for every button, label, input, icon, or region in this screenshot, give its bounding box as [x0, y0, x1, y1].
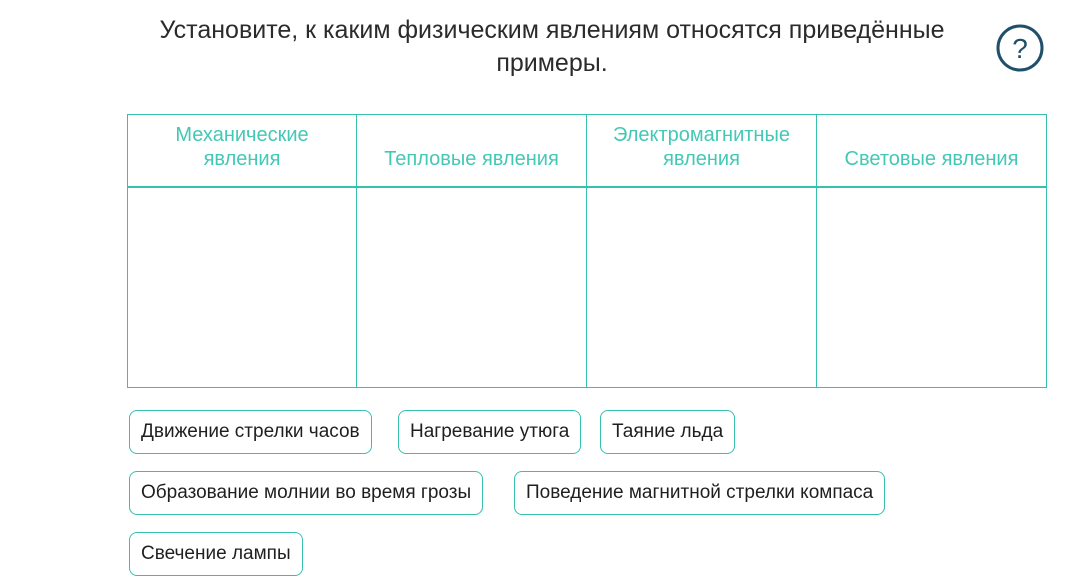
- column-header-electromagnetic: Электромагнитные явления: [587, 115, 817, 188]
- drop-zone-thermal[interactable]: [357, 188, 587, 387]
- answer-card-compass-needle[interactable]: Поведение магнитной стрелки компаса: [514, 471, 885, 515]
- column-header-light: Световые явления: [817, 115, 1046, 188]
- answer-card-clock-hand[interactable]: Движение стрелки часов: [129, 410, 372, 454]
- drop-zone-light[interactable]: [817, 188, 1046, 387]
- answer-card-lightning[interactable]: Образование молнии во время грозы: [129, 471, 483, 515]
- column-header-mechanical: Механические явления: [128, 115, 357, 188]
- column-header-thermal: Тепловые явления: [357, 115, 587, 188]
- drop-zone-mechanical[interactable]: [128, 188, 357, 387]
- answer-card-lamp-glow[interactable]: Свечение лампы: [129, 532, 303, 576]
- question-circle-icon: [996, 24, 1044, 72]
- answer-card-ice-melting[interactable]: Таяние льда: [600, 410, 735, 454]
- question-text: Установите, к каким физическим явлениям относятся приведённые примеры.: [159, 16, 945, 77]
- classification-table: [127, 114, 1047, 388]
- drop-zone-electromagnetic[interactable]: [587, 188, 817, 387]
- help-button[interactable]: [996, 24, 1044, 72]
- help-icon-glyph: ?: [1012, 33, 1028, 64]
- answer-card-iron-heating[interactable]: Нагревание утюга: [398, 410, 581, 454]
